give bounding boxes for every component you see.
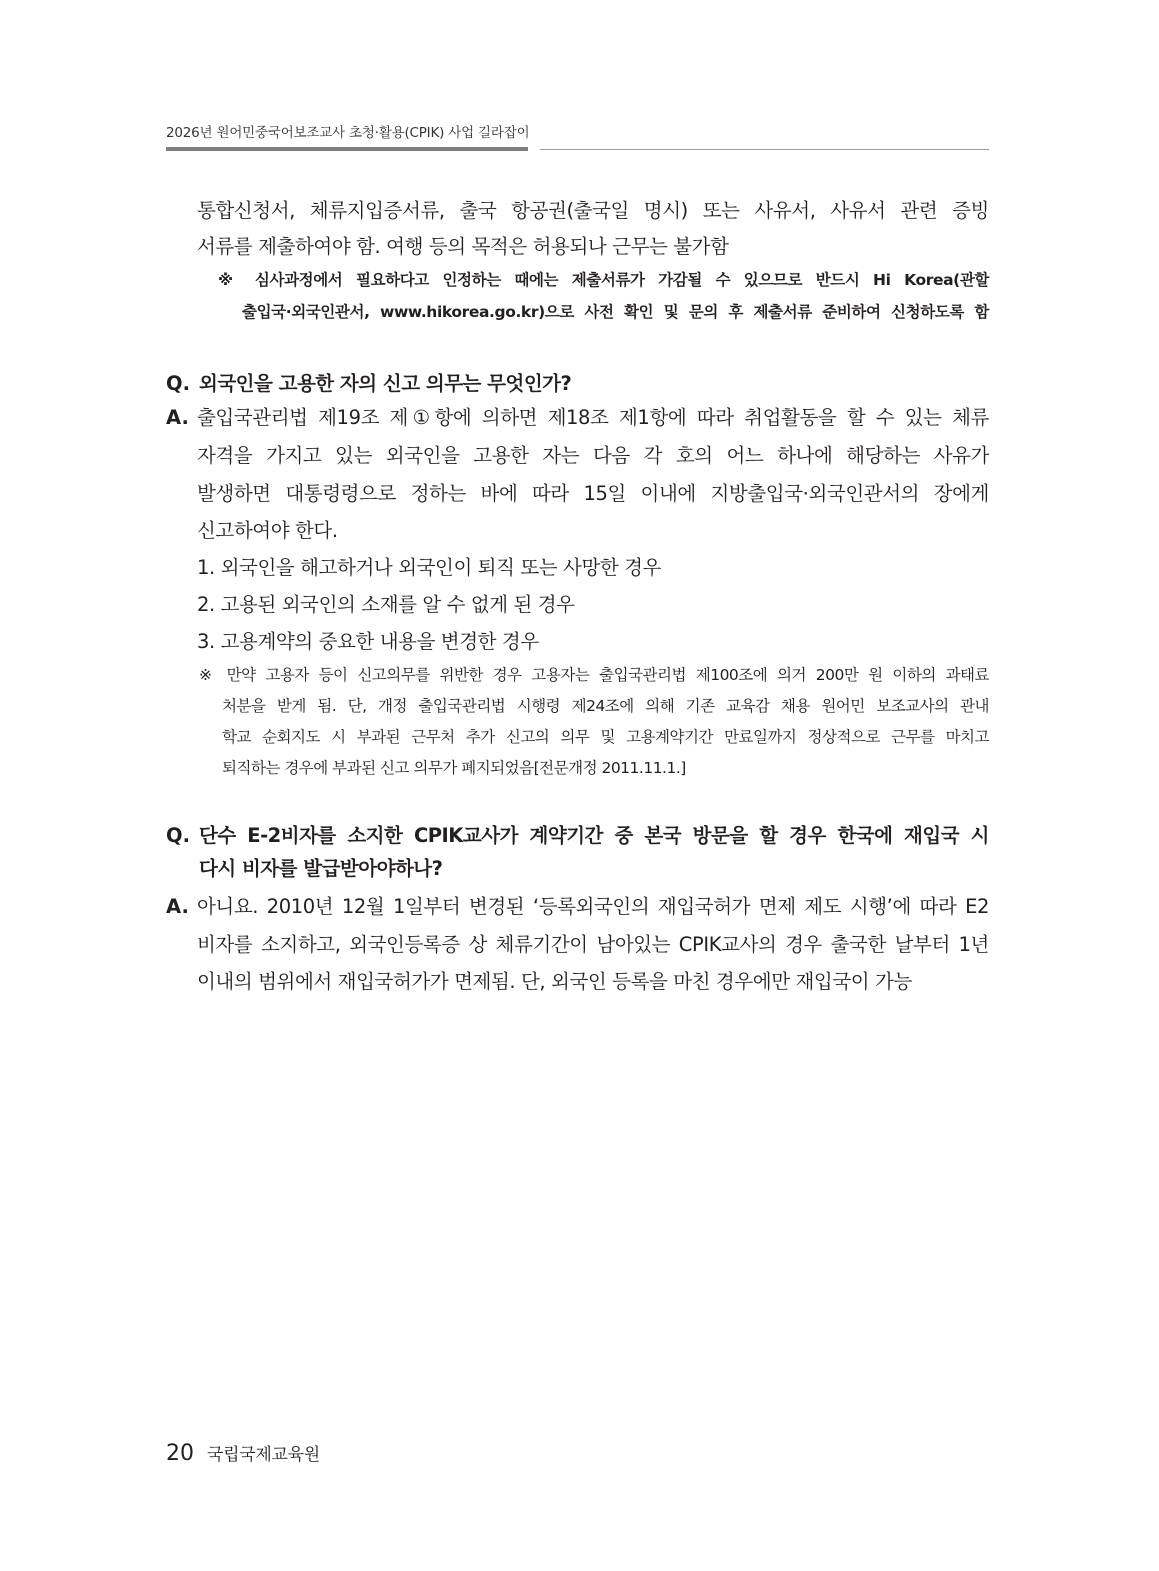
answer-2-line-1: 아니요. 2010년 12월 1일부터 변경된 ‘등록외국인의 재입국허가 면제 제도 시행’에 따라 E2 <box>197 895 989 918</box>
list-item: 3. 고용계약의 중요한 내용을 변경한 경우 <box>197 630 539 653</box>
running-header-title: 2026년 원어민중국어보조교사 초청·활용(CPIK) 사업 길라잡이 <box>166 125 530 141</box>
question-2-line-1: 단수 E-2비자를 소지한 CPIK교사가 계약기간 중 본국 방문을 할 경우 한국에 재입국 시 <box>199 824 989 847</box>
answer-1-note-line-1: ※ 만약 고용자 등이 신고의무를 위반한 경우 고용자는 출입국관리법 제100조에 의거 200만 원 이하의 과태료 <box>199 666 989 684</box>
answer-1-line-2: 자격을 가지고 있는 외국인을 고용한 자는 다음 각 호의 어느 하나에 해당하는 사유가 <box>197 444 989 467</box>
answer-2-line-3: 이내의 범위에서 재입국허가가 면제됨. 단, 외국인 등록을 마친 경우에만 재입국이 가능 <box>197 970 912 993</box>
answer-2-line-2: 비자를 소지하고, 외국인등록증 상 체류기간이 남아있는 CPIK교사의 경우 출국한 날부터 1년 <box>197 933 989 956</box>
question-2-line-2: 다시 비자를 발급받아야하나? <box>199 857 443 880</box>
header-rule-light <box>540 149 989 150</box>
answer-1-note-line-3: 학교 순회지도 시 부과된 근무처 추가 신고의 의무 및 고용계약기간 만료일까지 정상적으로 근무를 마치고 <box>222 728 989 746</box>
question-1-text: 외국인을 고용한 자의 신고 의무는 무엇인가? <box>199 372 572 395</box>
intro-note-line-2: 출입국·외국인관서, www.hikorea.go.kr)으로 사전 확인 및 문의 후 제출서류 준비하여 신청하도록 함 <box>242 303 989 321</box>
header-rule-dark <box>166 147 528 151</box>
intro-note-line-1: ※ 심사과정에서 필요하다고 인정하는 때에는 제출서류가 가감될 수 있으므로 반드시 Hi Korea(관할 <box>218 271 989 289</box>
answer-1-line-4: 신고하여야 한다. <box>197 519 338 542</box>
question-1-label: Q. <box>166 372 190 395</box>
footer-organization: 국립국제교육원 <box>207 1445 320 1465</box>
intro-line-1: 통합신청서, 체류지입증서류, 출국 항공권(출국일 명시) 또는 사유서, 사유서 관련 증빙 <box>197 199 989 222</box>
page-number: 20 <box>166 1441 194 1466</box>
answer-2-label: A. <box>166 895 189 918</box>
list-item: 1. 외국인을 해고하거나 외국인이 퇴직 또는 사망한 경우 <box>197 556 662 579</box>
intro-line-2: 서류를 제출하여야 함. 여행 등의 목적은 허용되나 근무는 불가함 <box>197 235 729 258</box>
answer-1-line-3: 발생하면 대통령령으로 정하는 바에 따라 15일 이내에 지방출입국·외국인관서의 장에게 <box>197 482 989 505</box>
list-item: 2. 고용된 외국인의 소재를 알 수 없게 된 경우 <box>197 593 575 616</box>
answer-1-note-line-4: 퇴직하는 경우에 부과된 신고 의무가 폐지되었음[전문개정 2011.11.1.] <box>222 759 686 777</box>
answer-1-label: A. <box>166 406 189 429</box>
answer-1-line-1: 출입국관리법 제19조 제①항에 의하면 제18조 제1항에 따라 취업활동을 할 수 있는 체류 <box>197 406 989 429</box>
answer-1-note-line-2: 처분을 받게 됨. 단, 개정 출입국관리법 시행령 제24조에 의해 기존 교육감 채용 원어민 보조교사의 관내 <box>222 697 989 715</box>
question-2-label: Q. <box>166 824 190 847</box>
